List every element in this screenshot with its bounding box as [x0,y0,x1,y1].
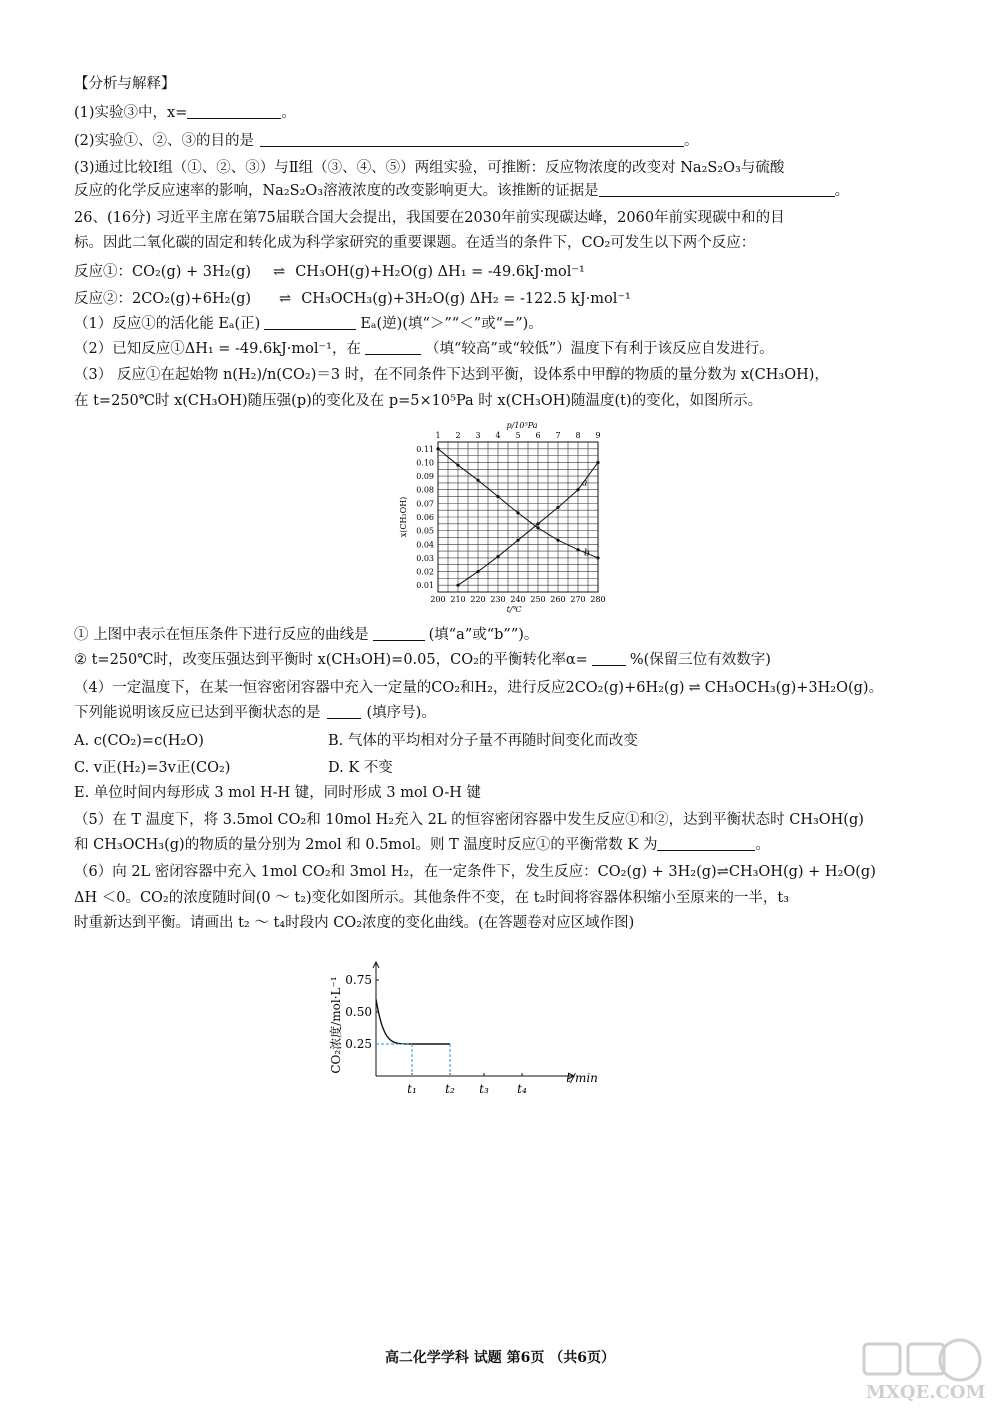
subquestion-6-line3: 时重新达到平衡。请画出 t₂ ～ t₄时段内 CO₂浓度的变化曲线。(在答题卷对应区域作图) [74,915,635,931]
svg-text:MXQE.COM: MXQE.COM [866,1382,986,1403]
series-b-label: b [584,548,590,559]
subquestion-6-line1: （6）向 2L 密闭容器中充入 1mol CO₂和 3mol H₂，在一定条件下，发生反应：CO₂(g) + 3H₂(g)⇌CH₃OH(g) + H₂O(g) [74,864,876,880]
equilibrium-arrow-icon: ⇌ [716,864,729,880]
subquestion-3-line2: 在 t=250℃时 x(CH₃OH)随压强(p)的变化及在 p=5×10⁵Pa 时 x(CH₃OH)随温度(t)的变化，如图所示。 [74,393,763,409]
x2-tick-label: 7 [555,431,561,440]
y-tick-label: 0.75 [345,973,372,987]
subquestion-3-line1: （3） 反应①在起始物 n(H₂)/n(CO₂)＝3 时，在不同条件下达到平衡，设体系中甲醇的物质的量分数为 x(CH₃OH)， [74,367,829,383]
question-1: (1)实验③中，x= 。 [74,105,296,121]
series-b-point [576,548,579,551]
series-b-point [556,539,559,542]
option-e: E. 单位时间内每形成 3 mol H-H 键，同时形成 3 mol O-H 键 [74,785,482,801]
series-b-point [536,526,539,529]
co2-concentration-curve [376,999,450,1044]
x-tick-label: 280 [590,595,606,604]
series-b-point [596,556,599,559]
answer-blank[interactable] [187,104,281,119]
x-tick-label: 260 [550,595,566,604]
equilibrium-arrow-icon: ⇌ [273,264,286,280]
x2-tick-label: 3 [475,431,481,440]
chart-co2-concentration [322,952,598,1100]
answer-blank[interactable] [260,132,684,147]
series-a-point [536,522,539,525]
x2-tick-label: 2 [455,431,461,440]
answer-blank[interactable] [327,704,361,719]
series-a-point [476,570,479,573]
x2-tick-label: 6 [535,431,541,440]
x-tick-label: t₁ [407,1082,417,1096]
subquestion-3b: ② t=250℃时，改变压强达到平衡时 x(CH₃OH)=0.05，CO₂的平衡转化率α= %(保留三位有效数字) [74,652,771,668]
x-tick-label: 270 [570,595,586,604]
x-tick-label: t₃ [479,1082,489,1096]
series-b-point [476,479,479,482]
subquestion-4-line2: 下列能说明该反应已达到平衡状态的是 (填序号)。 [74,705,436,721]
y-tick-label: 0.25 [345,1037,372,1051]
y-tick-label: 0.09 [416,472,434,482]
answer-blank[interactable] [373,626,425,641]
equilibrium-arrow-icon: ⇌ [688,680,701,696]
subquestion-1: （1）反应①的活化能 Eₐ(正) Eₐ(逆)(填“＞”“＜”或“=”)。 [74,316,543,332]
x-tick-label: 240 [510,595,526,604]
answer-blank[interactable] [264,315,356,330]
answer-blank[interactable] [599,182,835,197]
equilibrium-arrow-icon: ⇌ [279,291,292,307]
x2-tick-label: 8 [575,431,581,440]
y-axis-label: CO₂浓度/mol·L⁻¹ [329,976,343,1074]
problem-26-intro: 26、(16分) 习近平主席在第75届联合国大会提出，我国要在2030年前实现碳达峰，2060年前实现碳中和的目 [74,210,785,226]
x2-tick-label: 9 [595,431,601,440]
question-3-line2: 反应的化学反应速率的影响，Na₂S₂O₃溶液浓度的改变影响更大。该推断的证据是 。 [74,183,850,199]
x-tick-label: t₄ [517,1082,527,1096]
question-3-line1: (3)通过比较Ⅰ组（①、②、③）与Ⅱ组（③、④、⑤）两组实验，可推断：反应物浓度的改变对 Na₂S₂O₃与硫酸 [74,160,785,176]
subquestion-5-line1: （5）在 T 温度下，将 3.5mol CO₂和 10mol H₂充入 2L 的恒容密闭容器中发生反应①和②，达到平衡状态时 CH₃OH(g) [74,812,864,828]
y-tick-label: 0.05 [416,526,434,536]
x-tick-label: t₂ [445,1082,455,1096]
y-tick-label: 0.03 [416,553,434,563]
option-a: A. c(CO₂)=c(H₂O) [74,733,204,749]
x-axis-label: t/min [566,1071,598,1085]
subquestion-5-line2: 和 CH₃OCH₃(g)的物质的量分别为 2mol 和 0.5mol。则 T 温度时反应①的平衡常数 K 为 。 [74,837,770,853]
y-tick-label: 0.06 [416,513,434,522]
question-2: (2)实验①、②、③的目的是 。 [74,133,699,149]
option-d: D. K 不变 [328,760,393,776]
y-axis-label: x(CH₃OH) [399,496,408,538]
x-tick-label: 200 [430,595,446,604]
series-a-point [576,488,579,491]
series-b-point [496,495,499,498]
subquestion-3a: ① 上图中表示在恒压条件下进行反应的曲线是 (填“a”或“b””)。 [74,627,539,643]
subquestion-6-line2: ΔH ＜0。CO₂的浓度随时间(0 ～ t₂)变化如图所示。其他条件不变，在 t₂时间将容器体积缩小至原来的一半，t₃ [74,890,790,906]
series-a-point [456,584,459,587]
chart-methanol-fraction [376,418,610,614]
x-axis-label: t/℃ [506,605,522,614]
series-b-point [516,511,519,514]
answer-blank[interactable] [592,651,626,666]
watermark-logo [858,1336,984,1406]
series-b-point [436,447,439,450]
answer-blank[interactable] [657,836,755,851]
x2-tick-label: 1 [435,431,441,440]
x2-axis-label: p/10⁵Pa [506,421,538,430]
section-header: 【分析与解释】 [74,76,176,92]
y-tick-label: 0.10 [416,458,434,468]
series-a-label: a [582,478,588,489]
series-a-point [496,555,499,558]
problem-26-intro2: 标。因此二氧化碳的固定和转化成为科学家研究的重要课题。在适当的条件下，CO₂可发生以下两个反应： [74,235,756,251]
x-tick-label: 210 [450,595,466,604]
y-tick-label: 0.07 [416,499,434,509]
y-tick-label: 0.02 [416,567,434,577]
y-tick-label: 0.04 [416,540,434,550]
subquestion-4-line1: （4）一定温度下，在某一恒容密闭容器中充入一定量的CO₂和H₂，进行反应2CO₂(g)+6H₂(g) ⇌ CH₃OCH₃(g)+3H₂O(g)。 [74,680,884,696]
page-footer: 高二化学学科 试题 第6页 （共6页） [384,1350,616,1366]
series-a-point [596,461,599,464]
answer-blank[interactable] [365,340,421,355]
subquestion-2: （2）已知反应①ΔH₁ = -49.6kJ·mol⁻¹，在 （填“较高”或“较低”）温度下有利于该反应自发进行。 [74,341,774,357]
y-tick-label: 0.11 [416,444,434,454]
y-tick-label: 0.01 [416,581,434,591]
x-tick-label: 230 [490,595,506,604]
series-a-point [516,539,519,542]
y-tick-label: 0.50 [345,1005,372,1019]
x2-tick-label: 5 [515,431,521,440]
series-a-point [556,506,559,509]
reaction-2: 反应②：2CO₂(g)+6H₂(g) ⇌ CH₃OCH₃(g)+3H₂O(g) ΔH₂ = -122.5 kJ·mol⁻¹ [74,291,631,307]
option-b: B. 气体的平均相对分子量不再随时间变化而改变 [328,733,638,749]
x-tick-label: 220 [470,595,486,604]
option-c: C. v正(H₂)=3v正(CO₂) [74,760,231,776]
x2-tick-label: 4 [495,431,501,440]
x-tick-label: 250 [530,595,546,604]
y-tick-label: 0.08 [416,485,434,495]
series-b-point [456,464,459,467]
reaction-1: 反应①：CO₂(g) + 3H₂(g) ⇌ CH₃OH(g)+H₂O(g) ΔH₁ = -49.6kJ·mol⁻¹ [74,264,585,280]
